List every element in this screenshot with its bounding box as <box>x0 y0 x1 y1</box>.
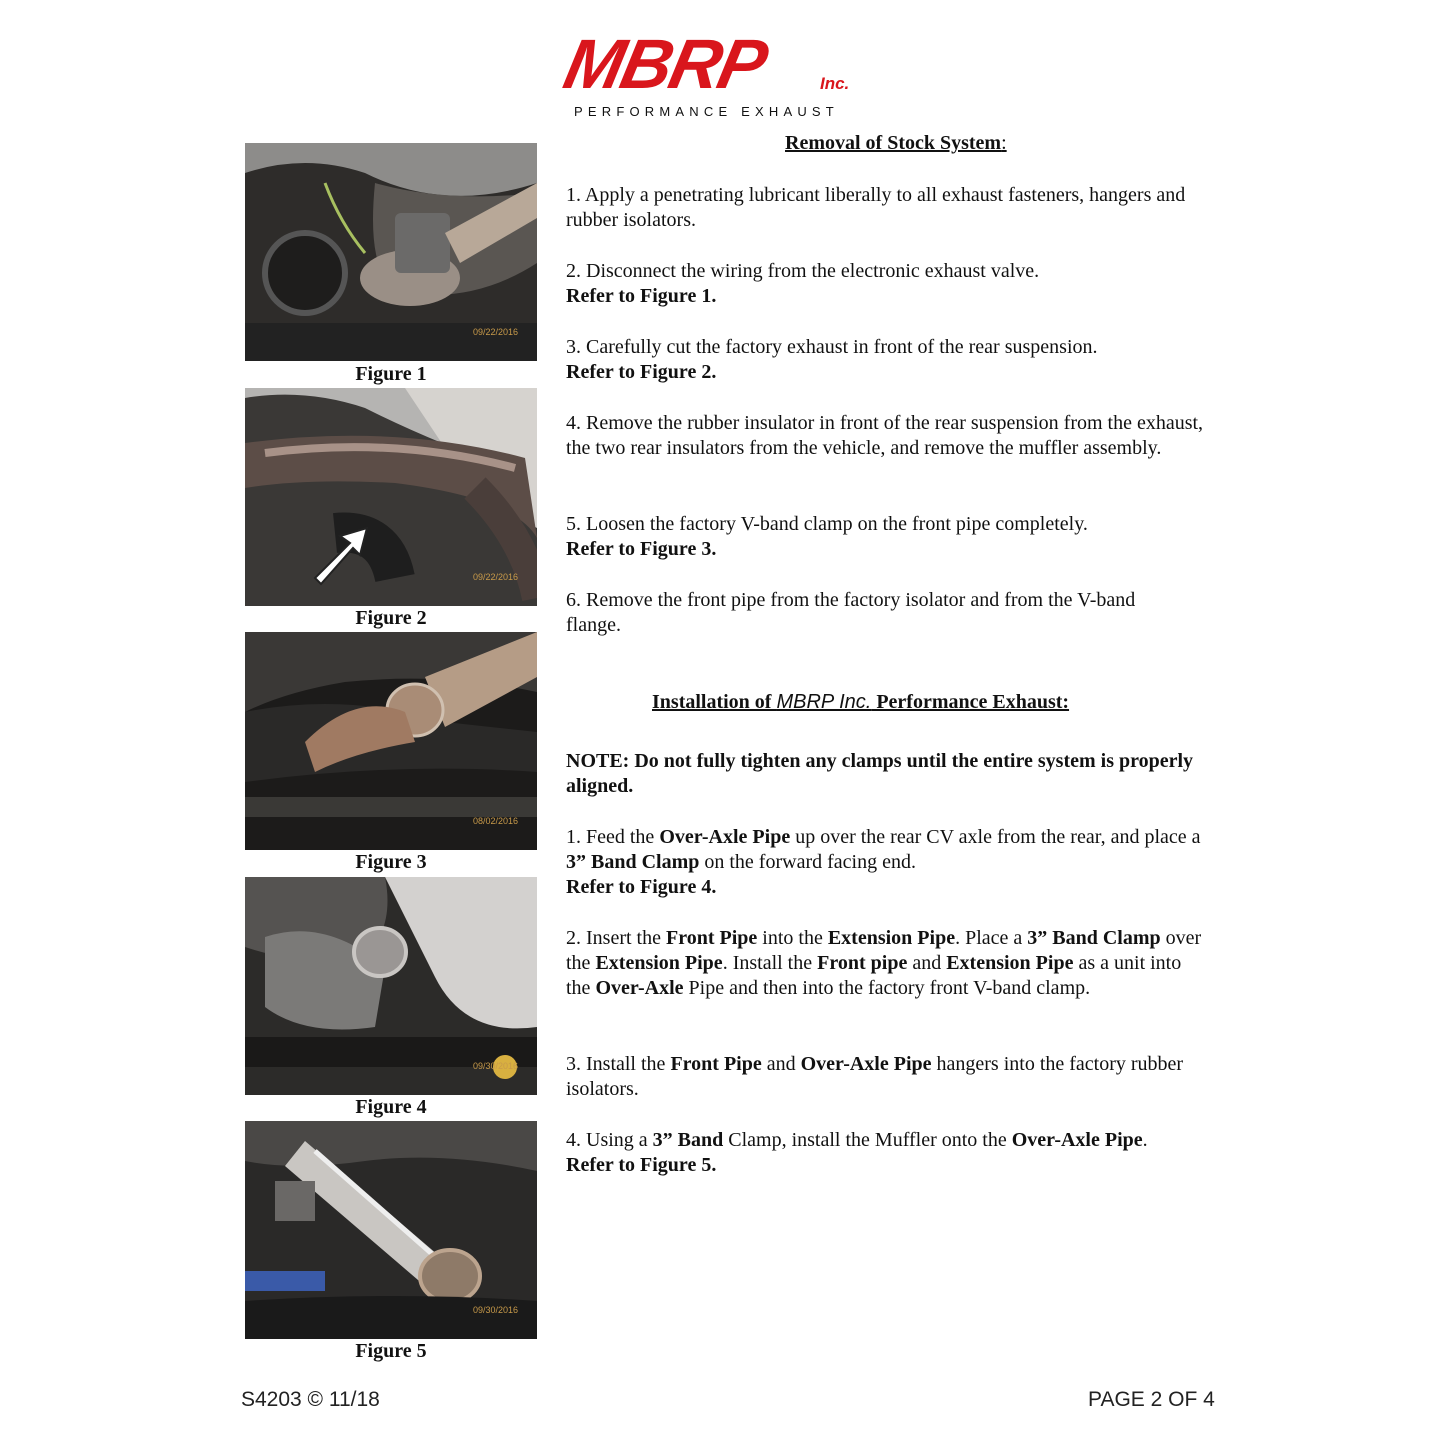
figure-5-photo <box>245 1121 537 1339</box>
figure-4-date-stamp: 09/30/2016 <box>473 1061 519 1071</box>
removal-step-5: 5. Loosen the factory V-band clamp on the front pipe completely. Refer to Figure 3. <box>566 513 1088 560</box>
figure-4-caption: Figure 4 <box>355 1096 427 1118</box>
footer-page-number: PAGE 2 OF 4 <box>1088 1388 1215 1411</box>
removal-step-2: 2. Disconnect the wiring from the electronic exhaust valve. Refer to Figure 1. <box>566 260 1040 307</box>
logo-tagline: PERFORMANCE EXHAUST <box>574 104 839 119</box>
figure-1-photo <box>245 143 537 361</box>
install-step-3: 3. Install the Front Pipe and Over-Axle Pipe hangers into the factory rubber isolators. <box>566 1053 1184 1100</box>
figure-2-date-stamp: 09/22/2016 <box>473 572 519 582</box>
install-step-2: 2. Insert the Front Pipe into the Extension Pipe. Place a 3” Band Clamp over the Extension Pipe. Install the Front pipe and Extension Pipe as a unit into the Over-Axle Pipe and then into the factory front V-band clamp. <box>566 927 1202 999</box>
install-step-1: 1. Feed the Over-Axle Pipe up over the rear CV axle from the rear, and place a 3” Band Clamp on the forward facing end. Refer to Figure 4. <box>566 826 1201 898</box>
figure-2-caption: Figure 2 <box>355 607 427 629</box>
logo-wordmark: MBRP <box>557 25 773 103</box>
figure-5-date-stamp: 09/30/2016 <box>473 1305 519 1315</box>
install-step-4: 4. Using a 3” Band Clamp, install the Muffler onto the Over-Axle Pipe. Refer to Figure 5. <box>566 1129 1148 1176</box>
logo-inc: Inc. <box>820 74 850 93</box>
figure-5-caption: Figure 5 <box>355 1340 427 1362</box>
figure-1-caption: Figure 1 <box>355 363 427 385</box>
removal-step-6: 6. Remove the front pipe from the factory isolator and from the V-band flange. <box>566 589 1136 636</box>
figure-4-photo <box>245 877 537 1095</box>
inline-mbrp-logo: MBRP Inc. <box>776 691 872 713</box>
removal-step-1: 1. Apply a penetrating lubricant liberally to all exhaust fasteners, hangers and rubber isolators. <box>566 184 1186 231</box>
figure-2-photo <box>245 388 537 606</box>
figure-3-photo <box>245 632 537 850</box>
figure-3-caption: Figure 3 <box>355 851 427 873</box>
removal-step-3: 3. Carefully cut the factory exhaust in front of the rear suspension. Refer to Figure 2. <box>566 336 1098 383</box>
figure-3-date-stamp: 08/02/2016 <box>473 816 519 826</box>
installation-note: NOTE: Do not fully tighten any clamps until the entire system is properly aligned. <box>566 750 1194 797</box>
removal-step-4: 4. Remove the rubber insulator in front of the rear suspension from the exhaust, the two rear insulators from the vehicle, and remove the muffler assembly. <box>566 412 1204 459</box>
installation-heading: Installation of MBRP Inc. Performance Exhaust: <box>652 691 1070 713</box>
mbrp-logo <box>557 25 876 125</box>
removal-heading: Removal of Stock System: <box>785 132 1007 154</box>
figure-1-date-stamp: 09/22/2016 <box>473 327 519 337</box>
footer-doc-code: S4203 © 11/18 <box>241 1388 380 1411</box>
